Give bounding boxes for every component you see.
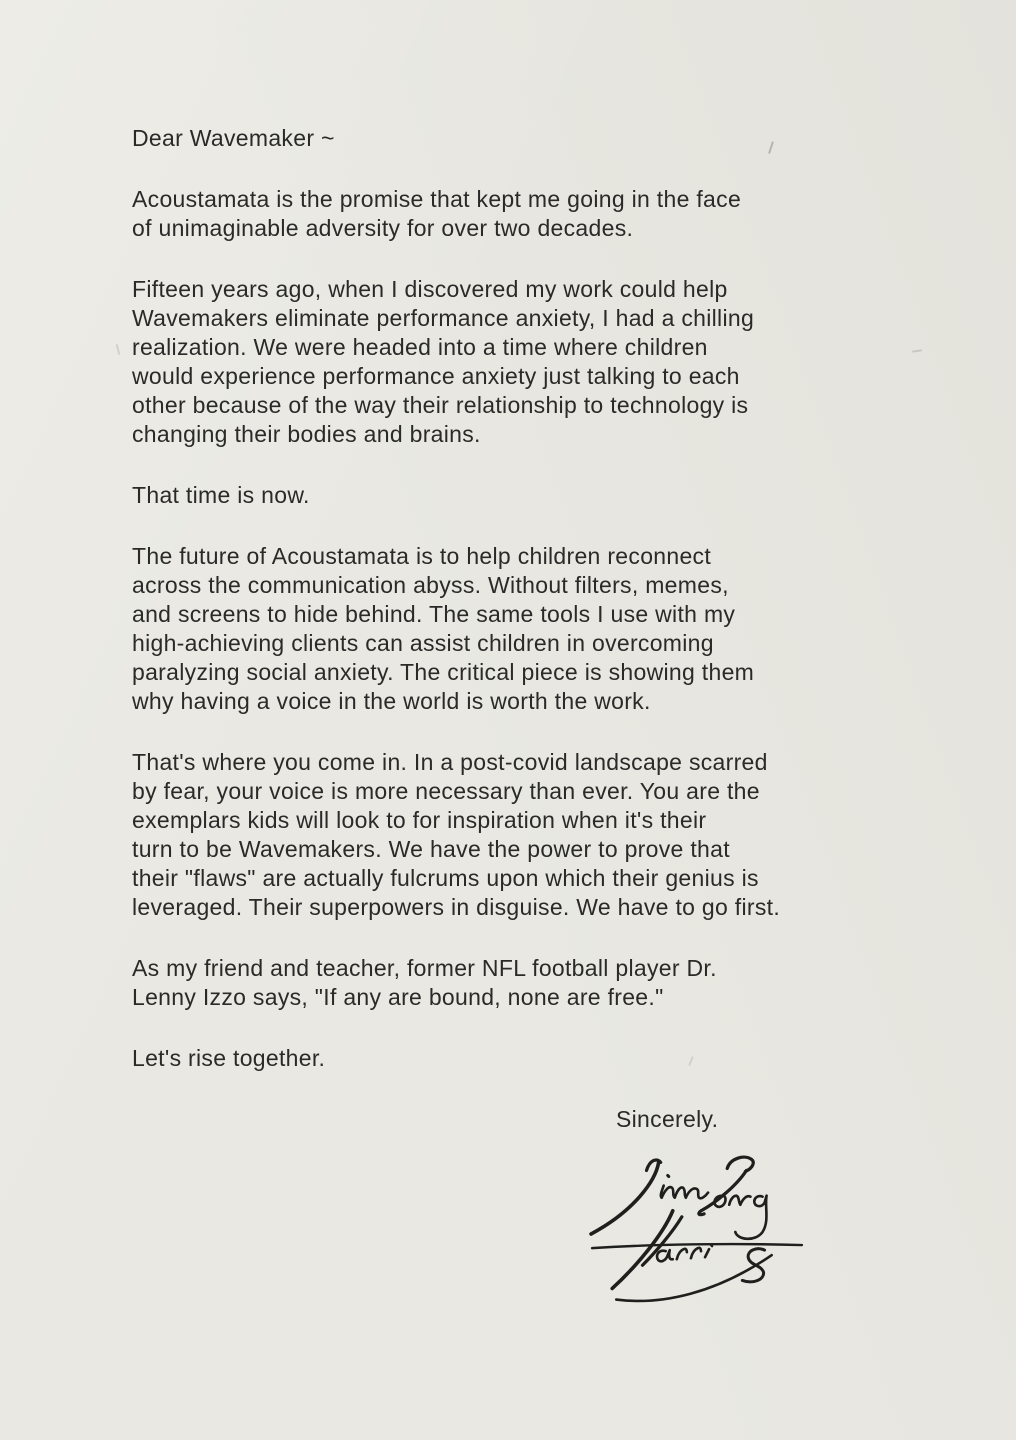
letter-body — [132, 124, 922, 1073]
letter-line: Let's rise together. — [132, 1045, 326, 1071]
letter-line: across the communication abyss. Without filters, memes, — [132, 572, 729, 598]
signature-jina-song-harris — [584, 1154, 816, 1316]
letter-line: realization. We were headed into a time where children — [132, 334, 708, 360]
paragraph-promise — [132, 185, 922, 243]
paragraph-that-time — [132, 481, 922, 510]
letter-line: paralyzing social anxiety. The critical piece is showing them — [132, 659, 755, 685]
letter-line: of unimaginable adversity for over two decades. — [132, 215, 634, 241]
letter-line: would experience performance anxiety just talking to each — [132, 363, 740, 389]
letter-line: Dear Wavemaker ~ — [132, 125, 335, 151]
letter-line: why having a voice in the world is worth the work. — [132, 688, 651, 714]
paragraph-fifteen-years — [132, 275, 922, 449]
letter-line: and screens to hide behind. The same tools I use with my — [132, 601, 736, 627]
paragraph-future — [132, 542, 922, 716]
paragraph-quote — [132, 954, 922, 1012]
letter-line: by fear, your voice is more necessary than ever. You are the — [132, 778, 760, 804]
signature-ink — [584, 1154, 816, 1316]
paragraph-where-you-come-in — [132, 748, 922, 922]
paragraph-lets-rise — [132, 1044, 922, 1073]
letter-line: As my friend and teacher, former NFL football player Dr. — [132, 955, 717, 981]
closing-sincerely: Sincerely. — [616, 1106, 719, 1132]
letter-line: That's where you come in. In a post-covid landscape scarred — [132, 749, 768, 775]
letter-line: The future of Acoustamata is to help children reconnect — [132, 543, 712, 569]
letter-line: Lenny Izzo says, "If any are bound, none are free." — [132, 984, 664, 1010]
salutation — [132, 124, 922, 153]
letter-line: leveraged. Their superpowers in disguise. We have to go first. — [132, 894, 781, 920]
letter-line: Acoustamata is the promise that kept me going in the face — [132, 186, 742, 212]
letter-content — [132, 124, 922, 1316]
letter-line: other because of the way their relationship to technology is — [132, 392, 749, 418]
letter-line: exemplars kids will look to for inspiration when it's their — [132, 807, 707, 833]
letter-line: turn to be Wavemakers. We have the power to prove that — [132, 836, 730, 862]
letter-line: high-achieving clients can assist children in overcoming — [132, 630, 714, 656]
letter-line: their "flaws" are actually fulcrums upon which their genius is — [132, 865, 759, 891]
closing-row — [132, 1105, 922, 1134]
letter-line: That time is now. — [132, 482, 310, 508]
paper-fiber-mark — [116, 344, 120, 355]
letter-line: Wavemakers eliminate performance anxiety, I had a chilling — [132, 305, 755, 331]
letter-line: Fifteen years ago, when I discovered my work could help — [132, 276, 728, 302]
letter-line: changing their bodies and brains. — [132, 421, 481, 447]
